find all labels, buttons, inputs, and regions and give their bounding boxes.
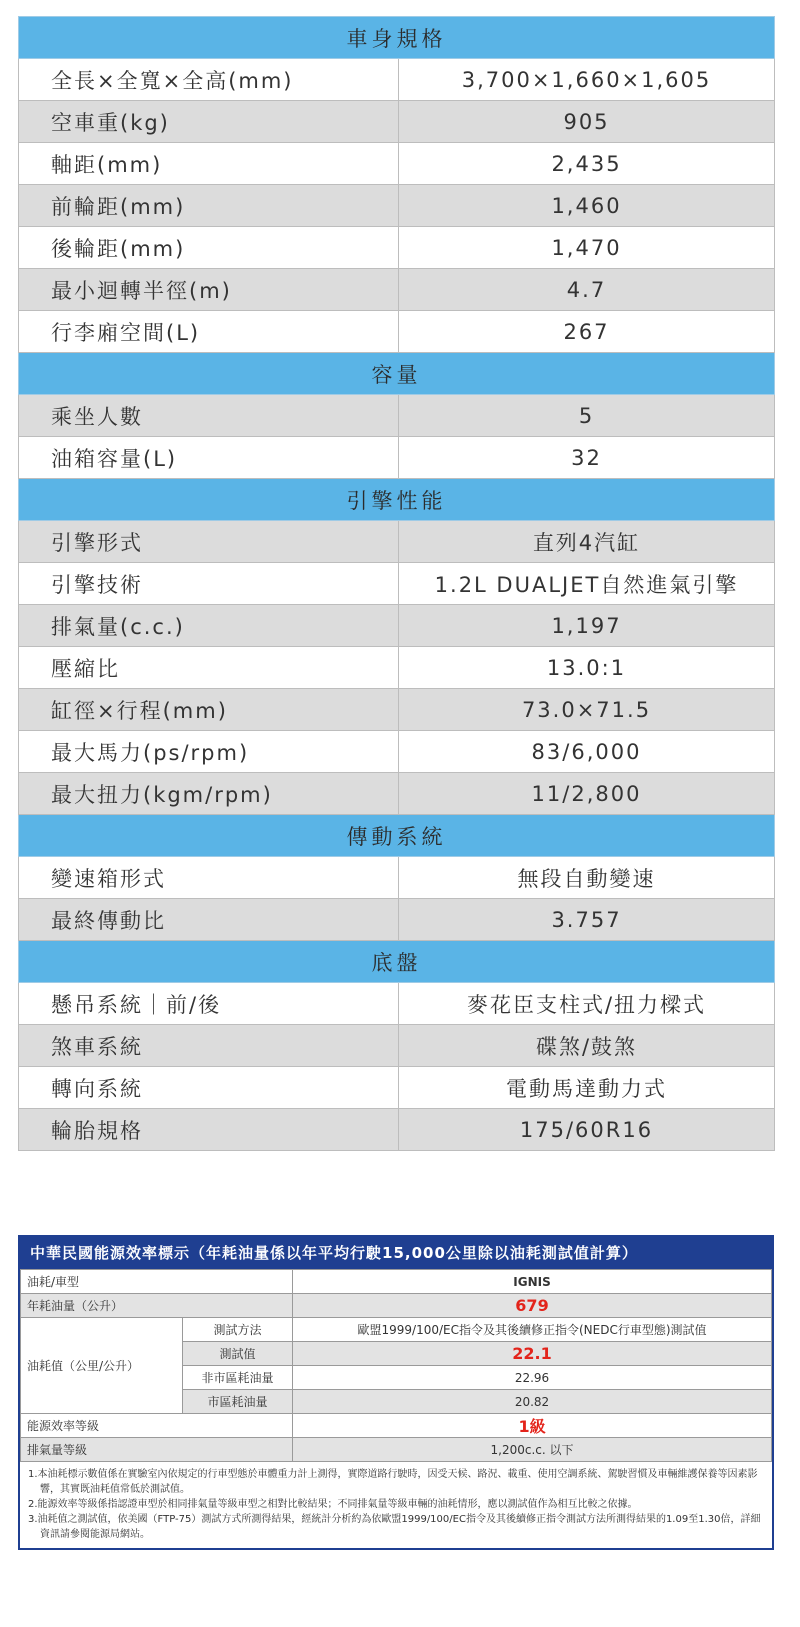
city-fuel-value: 20.82 bbox=[293, 1390, 772, 1414]
emission-class-value: 1,200c.c. 以下 bbox=[293, 1438, 772, 1462]
table-row bbox=[19, 143, 775, 185]
spec-label: 引擎形式 bbox=[19, 521, 399, 563]
spec-value: 83/6,000 bbox=[399, 731, 775, 773]
spec-value: 2,435 bbox=[399, 143, 775, 185]
spec-label: 軸距(mm) bbox=[19, 143, 399, 185]
table-row bbox=[19, 731, 775, 773]
footnotes bbox=[20, 1462, 772, 1548]
spec-value: 32 bbox=[399, 437, 775, 479]
table-row bbox=[19, 185, 775, 227]
spec-value: 73.0×71.5 bbox=[399, 689, 775, 731]
table-row bbox=[19, 773, 775, 815]
spec-value: 11/2,800 bbox=[399, 773, 775, 815]
city-fuel-label: 市區耗油量 bbox=[183, 1390, 293, 1414]
table-row bbox=[19, 1067, 775, 1109]
table-row bbox=[21, 1414, 772, 1438]
table-row bbox=[19, 227, 775, 269]
spec-label: 懸吊系統｜前/後 bbox=[19, 983, 399, 1025]
spec-label: 最小迴轉半徑(m) bbox=[19, 269, 399, 311]
spec-label: 引擎技術 bbox=[19, 563, 399, 605]
highway-fuel-value: 22.96 bbox=[293, 1366, 772, 1390]
test-value: 22.1 bbox=[293, 1342, 772, 1366]
table-row bbox=[19, 311, 775, 353]
emission-class-label: 排氣量等級 bbox=[21, 1438, 293, 1462]
annual-fuel-label: 年耗油量（公升） bbox=[21, 1294, 293, 1318]
spec-value: 175/60R16 bbox=[399, 1109, 775, 1151]
spec-value: 13.0:1 bbox=[399, 647, 775, 689]
table-row bbox=[21, 1318, 772, 1342]
table-row bbox=[19, 59, 775, 101]
spec-label: 煞車系統 bbox=[19, 1025, 399, 1067]
spec-value: 1,460 bbox=[399, 185, 775, 227]
spec-value: 碟煞/鼓煞 bbox=[399, 1025, 775, 1067]
table-row bbox=[19, 563, 775, 605]
spec-value: 267 bbox=[399, 311, 775, 353]
spec-value: 1.2L DUALJET自然進氣引擎 bbox=[399, 563, 775, 605]
table-row bbox=[19, 521, 775, 563]
spec-value: 3.757 bbox=[399, 899, 775, 941]
energy-table bbox=[20, 1269, 772, 1462]
spec-label: 缸徑×行程(mm) bbox=[19, 689, 399, 731]
spec-label: 變速箱形式 bbox=[19, 857, 399, 899]
table-row bbox=[19, 1025, 775, 1067]
spec-label: 排氣量(c.c.) bbox=[19, 605, 399, 647]
annual-fuel-value: 679 bbox=[293, 1294, 772, 1318]
table-row bbox=[21, 1438, 772, 1462]
energy-label-title: 中華民國能源效率標示（年耗油量係以年平均行駛15,000公里除以油耗測試值計算） bbox=[20, 1237, 772, 1269]
section-header-chassis: 底盤 bbox=[19, 941, 775, 983]
spec-label: 行李廂空間(L) bbox=[19, 311, 399, 353]
efficiency-grade-value: 1級 bbox=[293, 1414, 772, 1438]
test-value-label: 測試值 bbox=[183, 1342, 293, 1366]
consumption-label: 油耗值（公里/公升） bbox=[21, 1318, 183, 1414]
test-method-label: 測試方法 bbox=[183, 1318, 293, 1342]
spec-label: 最大馬力(ps/rpm) bbox=[19, 731, 399, 773]
spec-value: 電動馬達動力式 bbox=[399, 1067, 775, 1109]
spec-label: 後輪距(mm) bbox=[19, 227, 399, 269]
spec-value: 麥花臣支柱式/扭力樑式 bbox=[399, 983, 775, 1025]
spec-value: 1,197 bbox=[399, 605, 775, 647]
table-row bbox=[19, 101, 775, 143]
spec-table bbox=[18, 16, 775, 1151]
test-method-value: 歐盟1999/100/EC指令及其後續修正指令(NEDC行車型態)測試值 bbox=[293, 1318, 772, 1342]
model-value: IGNIS bbox=[293, 1270, 772, 1294]
spec-label: 乘坐人數 bbox=[19, 395, 399, 437]
table-row bbox=[19, 983, 775, 1025]
spec-label: 全長×全寬×全高(mm) bbox=[19, 59, 399, 101]
spec-value: 905 bbox=[399, 101, 775, 143]
spec-label: 前輪距(mm) bbox=[19, 185, 399, 227]
section-header-body: 車身規格 bbox=[19, 17, 775, 59]
spec-label: 最終傳動比 bbox=[19, 899, 399, 941]
table-row bbox=[21, 1294, 772, 1318]
table-row bbox=[19, 437, 775, 479]
footnote: 2.能源效率等級係指認證車型於相同排氣量等級車型之相對比較結果；不同排氣量等級車輛的油耗情形，應以測試值作為相互比較之依據。 bbox=[28, 1499, 638, 1510]
spec-value: 5 bbox=[399, 395, 775, 437]
table-row bbox=[19, 1109, 775, 1151]
table-row bbox=[19, 647, 775, 689]
spec-label: 油箱容量(L) bbox=[19, 437, 399, 479]
table-row bbox=[19, 269, 775, 311]
section-header-capacity: 容量 bbox=[19, 353, 775, 395]
section-header-engine: 引擎性能 bbox=[19, 479, 775, 521]
spec-value: 無段自動變速 bbox=[399, 857, 775, 899]
spec-label: 輪胎規格 bbox=[19, 1109, 399, 1151]
table-row bbox=[19, 899, 775, 941]
table-row bbox=[21, 1270, 772, 1294]
efficiency-grade-label: 能源效率等級 bbox=[21, 1414, 293, 1438]
spec-label: 最大扭力(kgm/rpm) bbox=[19, 773, 399, 815]
table-row bbox=[19, 395, 775, 437]
table-row bbox=[19, 605, 775, 647]
table-row bbox=[19, 857, 775, 899]
spec-label: 轉向系統 bbox=[19, 1067, 399, 1109]
section-header-drivetrain: 傳動系統 bbox=[19, 815, 775, 857]
energy-efficiency-label bbox=[18, 1235, 774, 1550]
spec-label: 空車重(kg) bbox=[19, 101, 399, 143]
table-row bbox=[19, 689, 775, 731]
highway-fuel-label: 非市區耗油量 bbox=[183, 1366, 293, 1390]
spec-value: 3,700×1,660×1,605 bbox=[399, 59, 775, 101]
spec-value: 1,470 bbox=[399, 227, 775, 269]
spec-value: 直列4汽缸 bbox=[399, 521, 775, 563]
model-label: 油耗/車型 bbox=[21, 1270, 293, 1294]
spec-value: 4.7 bbox=[399, 269, 775, 311]
footnote: 3.油耗值之測試值，依美國（FTP-75）測試方式所測得結果，經統計分析約為依歐盟1999/100/EC指令及其後續修正指令測試方法所測得結果的1.09至1.30倍，詳細資訊請參閱能源局網站。 bbox=[28, 1514, 761, 1540]
footnote: 1.本油耗標示數值係在實驗室內依規定的行車型態於車體重力計上測得，實際道路行駛時，因受天候、路況、載重、使用空調系統、駕駛習慣及車輛維護保養等因素影響，其實既油耗值常低於測試值。 bbox=[28, 1469, 758, 1495]
spec-label: 壓縮比 bbox=[19, 647, 399, 689]
